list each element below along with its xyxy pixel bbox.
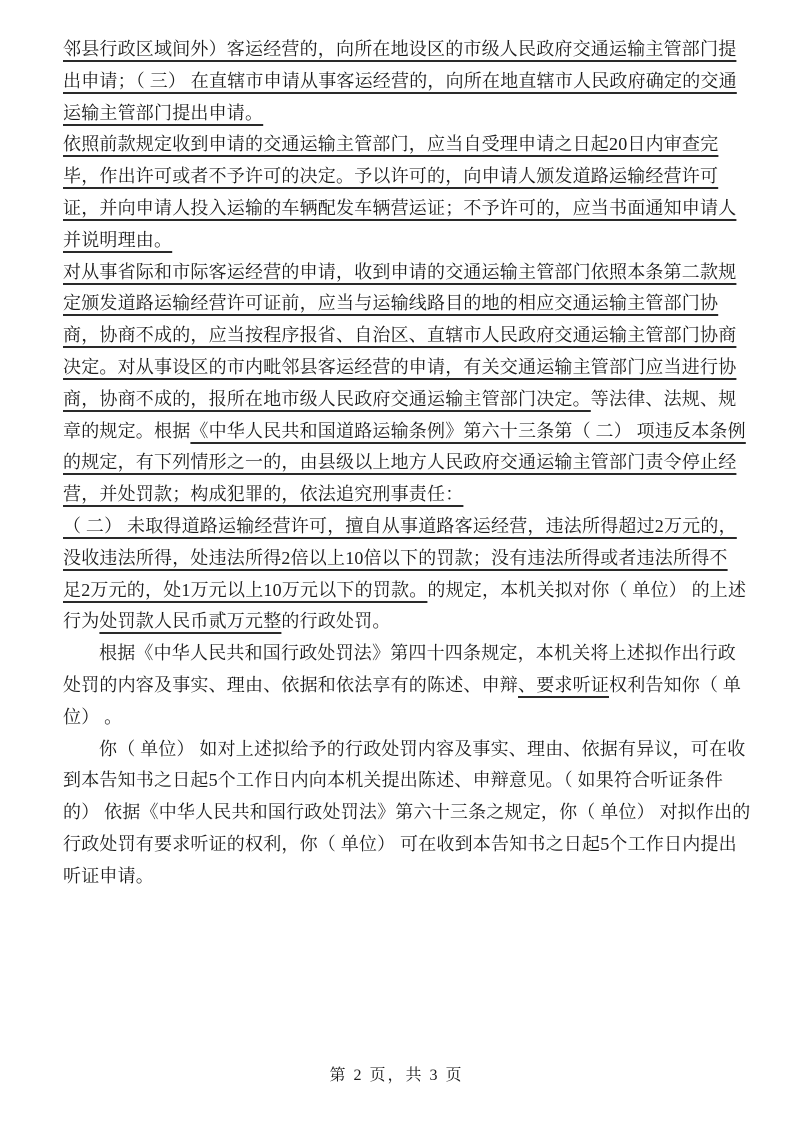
text-line <box>63 638 763 670</box>
text-segment: 章的规定。根据 <box>63 420 191 441</box>
text-segment: 根据《中华人民共和国行政处罚法》第四十四条规定，本机关将上述拟作出行政 <box>99 643 736 664</box>
text-segment: 位） 。 <box>63 706 123 727</box>
text-line <box>63 447 763 479</box>
underlined-text-segment: 商，协商不成的，报所在地市级人民政府交通运输主管部门决定。 <box>63 388 591 409</box>
underlined-text-segment: 营，并处罚款；构成犯罪的，依法追究刑事责任： <box>63 484 464 505</box>
text-line <box>63 765 763 797</box>
underlined-text-segment: 运输主管部门提出申请。 <box>63 102 264 123</box>
underlined-text-segment: 毕，作出许可或者不予许可的决定。予以许可的，向申请人颁发道路运输经营许可 <box>63 166 719 187</box>
text-line <box>63 320 763 352</box>
text-segment: 等法律、法规、规 <box>590 388 737 409</box>
text-line <box>63 34 763 66</box>
document-lines <box>63 34 763 893</box>
underlined-text-segment: 足2万元的，处1万元以上10万元以下的罚款。 <box>63 579 428 600</box>
text-segment: 听证申请。 <box>63 865 154 886</box>
text-line <box>63 829 763 861</box>
text-line <box>63 288 763 320</box>
text-line <box>63 129 763 161</box>
text-segment: 权利告知你（ 单 <box>609 674 742 695</box>
text-line <box>63 98 763 130</box>
text-segment: 处罚的内容及事实、理由、依据和依法享有的陈述、申辩 <box>63 674 518 695</box>
text-line <box>63 797 763 829</box>
text-segment: 行政处罚有要求听证的权利，你（ 单位） 可在收到本告知书之日起5个工作日内提出 <box>63 833 737 854</box>
text-line <box>63 606 763 638</box>
text-segment: 的行政处罚。 <box>281 611 391 632</box>
text-line <box>63 861 763 893</box>
text-segment: 的） 依据《中华人民共和国行政处罚法》第六十三条之规定，你（ 单位） 对拟作出的 <box>63 802 751 823</box>
underlined-text-segment: 没收违法所得，处违法所得2倍以上10倍以下的罚款；没有违法所得或者违法所得不 <box>63 547 728 568</box>
text-segment: 的规定，本机关拟对你（ 单位） 的上述 <box>427 579 747 600</box>
underlined-text-segment: 证，并向申请人投入运输的车辆配发车辆营运证；不予许可的，应当书面通知申请人 <box>63 197 737 218</box>
underlined-text-segment: 并说明理由。 <box>63 229 173 250</box>
text-line <box>63 161 763 193</box>
underlined-text-segment: 出申请；（ 三） 在直辖市申请从事客运经营的，向所在地直辖市人民政府确定的交通 <box>63 70 737 91</box>
text-line <box>63 66 763 98</box>
underlined-text-segment: 对从事省际和市际客运经营的申请，收到申请的交通运输主管部门依照本条第二款规 <box>63 261 737 282</box>
text-segment: 行为 <box>63 611 100 632</box>
underlined-text-segment: 处罚款人民币贰万元整 <box>99 611 282 632</box>
text-line <box>63 479 763 511</box>
text-line <box>63 543 763 575</box>
text-line <box>63 193 763 225</box>
underlined-text-segment: 《中华人民共和国道路运输条例》第六十三条第（ 二） 项违反本条例 <box>190 420 746 441</box>
text-line <box>63 734 763 766</box>
text-segment: 你（ 单位） 如对上述拟给予的行政处罚内容及事实、理由、依据有异议，可在收 <box>99 738 746 759</box>
underlined-text-segment: 商，协商不成的，应当按程序报省、自治区、直辖市人民政府交通运输主管部门协商 <box>63 325 737 346</box>
page-number: 第 2 页，共 3 页 <box>329 1067 464 1084</box>
underlined-text-segment: 依照前款规定收到申请的交通运输主管部门，应当自受理申请之日起20日内审查完 <box>63 134 719 155</box>
underlined-text-segment: 决定。对从事设区的市内毗邻县客运经营的申请，有关交通运输主管部门应当进行协 <box>63 356 737 377</box>
text-line <box>63 384 763 416</box>
text-line <box>63 257 763 289</box>
underlined-text-segment: 、要求听证 <box>518 674 609 695</box>
underlined-text-segment: （ 二） 未取得道路运输经营许可，擅自从事道路客运经营，违法所得超过2万元的， <box>63 515 737 536</box>
underlined-text-segment: 邻县行政区域间外）客运经营的，向所在地设区的市级人民政府交通运输主管部门提 <box>63 39 737 59</box>
text-line <box>63 702 763 734</box>
text-line <box>63 511 763 543</box>
text-line <box>63 416 763 448</box>
text-segment: 到本告知书之日起5个工作日内向本机关提出陈述、申辩意见。（ 如果符合听证条件 <box>63 770 724 791</box>
underlined-text-segment: 的规定，有下列情形之一的，由县级以上地方人民政府交通运输主管部门责令停止经 <box>63 452 737 473</box>
text-line <box>63 352 763 384</box>
text-line <box>63 670 763 702</box>
underlined-text-segment: 定颁发道路运输经营许可证前，应当与运输线路目的地的相应交通运输主管部门协 <box>63 293 719 314</box>
text-line <box>63 225 763 257</box>
text-line <box>63 575 763 607</box>
